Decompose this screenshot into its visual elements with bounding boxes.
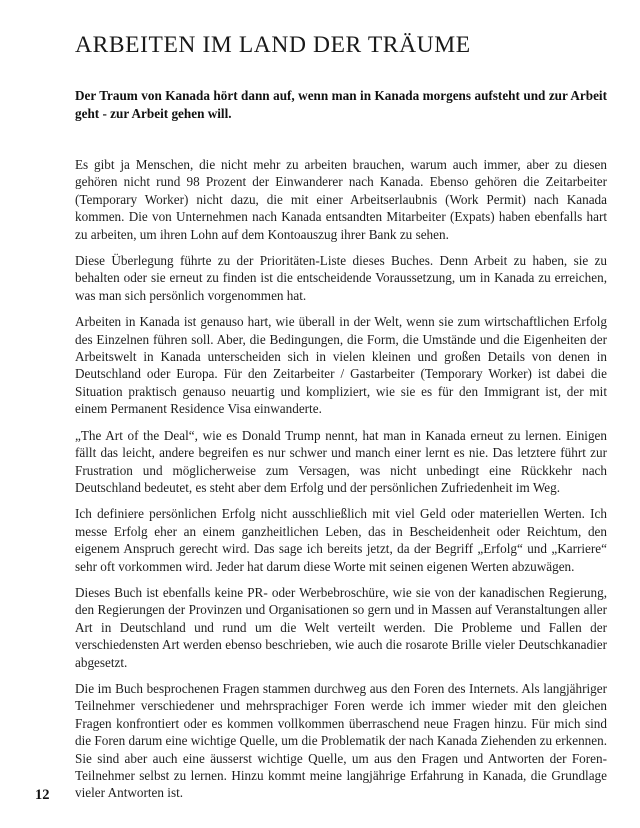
paragraph-5: Ich definiere persönlichen Erfolg nicht ausschließlich mit viel Geld oder materiellen Werten. Ich messe Erfolg eher an einem ganzheitlichen Leben, das in Bescheidenheit oder Reichtum, den eigenem Anspruch gerecht wird. Das sage ich bereits jetzt, da der Begriff „Erfolg“ und „Karriere“ sehr oft vorkommen wird. Jeder hat darum diese Worte mit seinen eigenen Werten abzuwägen. [75, 506, 607, 574]
page-number: 12 [35, 787, 50, 803]
paragraph-3: Arbeiten in Kanada ist genauso hart, wie überall in der Welt, wenn sie zum wirtschaftlichen Erfolg des Einzelnen führen soll. Aber, die Bedingungen, die Form, die Umstände und die Eigenheiten der Arbeitswelt in Kanada unterscheiden sich in vielen kleinen und großen Details von denen in Deutschland oder Europa. Für den Zeitarbeiter / Gastarbeiter (Temporary Worker) ist dabei die Situation praktisch genauso neuartig und kompliziert, wie sie es für den Immigrant ist, der mit einem Permanent Residence Visa einwanderte. [75, 314, 607, 417]
paragraph-4: „The Art of the Deal“, wie es Donald Trump nennt, hat man in Kanada erneut zu lernen. Einigen fällt das leicht, andere begreifen es nur schwer und manch einer lernt es nie. Das letztere führt zur Frustration und möglicherweise zum Versagen, was nicht unbedingt eine Rückkehr nach Deutschland bedeutet, es steht aber dem Erfolg und der persönlichen Zufriedenheit im Weg. [75, 427, 607, 495]
page-content [75, 30, 607, 811]
paragraph-1: Es gibt ja Menschen, die nicht mehr zu arbeiten brauchen, warum auch immer, aber zu diesen gehören nicht rund 98 Prozent der Einwanderer nach Kanada. Ebenso gehören die Zeitarbeiter (Temporary Worker) nicht dazu, die mit einer Arbeitserlaubnis (Work Permit) nach Kanada kommen. Die von Unternehmen nach Kanada entsandten Mitarbeiter (Expats) haben ebenfalls hart zu arbeiten, um ihren Lohn auf dem Kontoauszug ihrer Bank zu sehen. [75, 157, 607, 242]
chapter-title: ARBEITEN IM LAND DER TRÄUME [75, 32, 471, 58]
chapter-subtitle: Der Traum von Kanada hört dann auf, wenn man in Kanada morgens aufsteht und zur Arbeit geht - zur Arbeit gehen will. [75, 88, 607, 121]
body-paragraphs [75, 156, 607, 802]
paragraph-7: Die im Buch besprochenen Fragen stammen durchweg aus den Foren des Internets. Als langjähriger Teilnehmer verschiedener und mehrsprachiger Foren werde ich immer wieder mit den gleichen Fragen konfrontiert oder es kommen vollkommen überraschend neue Fragen hinzu. Für mich sind die Foren darum eine wichtige Quelle, um die Problematik der nach Kanada Ziehenden zu erkennen. Sie sind aber auch eine äusserst wichtige Quelle, um aus den Fragen und Antworten der Foren-Teilnehmer selbst zu lernen. Hinzu kommt meine langjährige Erfahrung in Kanada, die Grundlage vieler Antworten ist. [75, 680, 607, 801]
paragraph-6: Dieses Buch ist ebenfalls keine PR- oder Werbebroschüre, wie sie von der kanadischen Regierung, den Regierungen der Provinzen und Organisationen so gern und in Massen auf Veranstaltungen aller Art in Deutschland und rund um die Welt verteilt werden. Die Probleme und Fallen der verschiedensten Art werden ebenso beschrieben, wie auch die rosarote Brille vieler Deutschkanadier abgesetzt. [75, 584, 607, 670]
paragraph-2: Diese Überlegung führte zu der Prioritäten-Liste dieses Buches. Denn Arbeit zu haben, sie zu behalten oder sie erneut zu finden ist die entscheidende Voraussetzung, um in Kanada zu erreichen, was man sich persönlich vorgenommen hat. [75, 253, 607, 303]
